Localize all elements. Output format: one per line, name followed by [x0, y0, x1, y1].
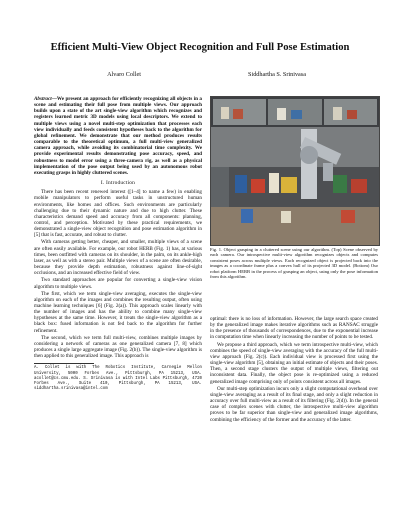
author-1: Alvaro Collet	[107, 71, 141, 78]
intro-paragraph: There has been recent renewed interest ([1–4] to name a few) in enabling mobile manipulators to perform useful tasks in unstructured human environments, like homes and offices. Such environments are particularly challenging due to their dynamic nature and due to high clutter. These characteristics demand speed and accuracy from all components: planning, control, and perception. Motivated by these practical requirements, we demonstrated a single-view object recognition and pose estimation algorithm in [5] that is fast, accurate, and robust to clutter.	[34, 189, 202, 239]
intro-paragraph: Two standard approaches are popular for converting a single-view vision algorithm to multiple views.	[34, 277, 202, 290]
abstract-label: Abstract	[34, 96, 52, 102]
author-footnote: A. Collet is with The Robotics Institute, Carnegie Mellon University, 5000 Forbes Ave., Pittsburgh, PA 15213, USA. acollet@cs.cmu.edu. S. Srinivasa is with Intel Labs Pittsburgh, 4720 Forbes Ave., Suite 410, Pittsburgh, PA 15213, USA. siddhartha.srinivasa@intel.com	[34, 366, 202, 391]
intro-paragraph: With cameras getting better, cheaper, and smaller, multiple views of a scene are often easily available. For example, our robot HERB (Fig. 1) has, at various times, been outfitted with cameras on its shoulder, in the palm, on its ankle-high laser, as well as with a stereo pair. Multiple views of a scene are often desirable, because they provide depth estimation, robustness against line-of-sight occlusions, and an increased effective field of view.	[34, 239, 202, 277]
intro-paragraph: The first, which we term single-view averaging, executes the single-view algorithm on each of the images and combines the resulting output, often using machine learning techniques [6] (Fig. 2(a)). This approach scales linearly with the number of images and has the ability to combine many single-view hypotheses at the same time. However, it treats the single-view algorithm as a black box: fused information is not fed back to the algorithm for further refinement.	[34, 290, 202, 334]
abstract-text: —We present an approach for efficiently recognizing all objects in a scene and estimating their full pose from multiple views. Our approach builds upon a state of the art single-view algorithm which recognizes and registers learned metric 3D models using local descriptors. We extend to multiple views using a novel multi-step optimization that processes each view individually and feeds consistent hypotheses back to the algorithm for global refinement. We demonstrate that our method produces results comparable to the theoretical optimum, a full multi-view generalized camera approach, while avoiding its combinatorial time complexity. We provide experimental results demonstrating pose accuracy, speed, and robustness to model error using a three-camera rig, as well as a physical implementation of the pose output being used by an autonomous robot executing grasps in highly cluttered scenes.	[34, 96, 202, 176]
right-column	[210, 316, 378, 424]
figure-1-image	[210, 96, 380, 246]
abstract	[34, 96, 202, 176]
figure-1-caption: Fig. 1. Object grasping in a cluttered scene using our algorithm. (Top) Scene observed by each camera. Our introspective multi-view algorithm recognizes objects and computes consistent poses across multiple views. Each recognized object is projected back into the images as a coordinate frame plus a convex hull of its projected 3D model. (Bottom) Our robot platform HERB in the process of grasping an object, using only the pose information from this algorithm.	[210, 247, 378, 280]
section-heading-introduction: I. Introduction	[100, 180, 136, 187]
body-paragraph: Our multi-step optimization incurs only a slight computational overhead over single-view averaging as a result of its final stage, and only a slight reduction in accuracy over full multi-view as a result of its filtering (Fig. 2(d)). In the general case of complex scenes with clutter, the introspective multi-view algorithm proves to be far superior than single-view and generalized image algorithms, combining the efficiency of the former and the accuracy of the latter.	[210, 385, 378, 423]
footnote-divider	[34, 363, 94, 364]
intro-paragraph: The second, which we term full multi-view, combines multiple images by considering a network of cameras as one generalized camera [7, 8] which produces a single large aggregate image (Fig. 2(b)). The single-view algorithm is then applied to this generalized image. This approach is	[34, 334, 202, 360]
author-2: Siddhartha S. Srinivasa	[248, 71, 306, 78]
left-column	[34, 96, 202, 392]
figure-1-photo	[211, 97, 379, 245]
body-paragraph: We propose a third approach, which we term introspective multi-view, which combines the speed of single-view averaging with the accuracy of the full multi-view approach (Fig. 2(c)). Each individual view is processed first using the single-view algorithm [5], obtaining an initial estimate of objects and their poses. Then, a second stage clusters the output of multiple views, filtering out inconsistent data. Finally, the object pose is re-optimized using a reduced generalized image comprising only of points consistent across all images.	[210, 341, 378, 385]
body-paragraph: optimal: there is no loss of information. However, the large search space created by the generalized image makes iterative algorithms such as RANSAC struggle in the presence of thousands of correspondences, due to the exponential increase in computation time when linearly increasing the number of points to be tested.	[210, 316, 378, 341]
paper-title: Efficient Multi-View Object Recognition and Full Pose Estimation	[50, 42, 350, 53]
